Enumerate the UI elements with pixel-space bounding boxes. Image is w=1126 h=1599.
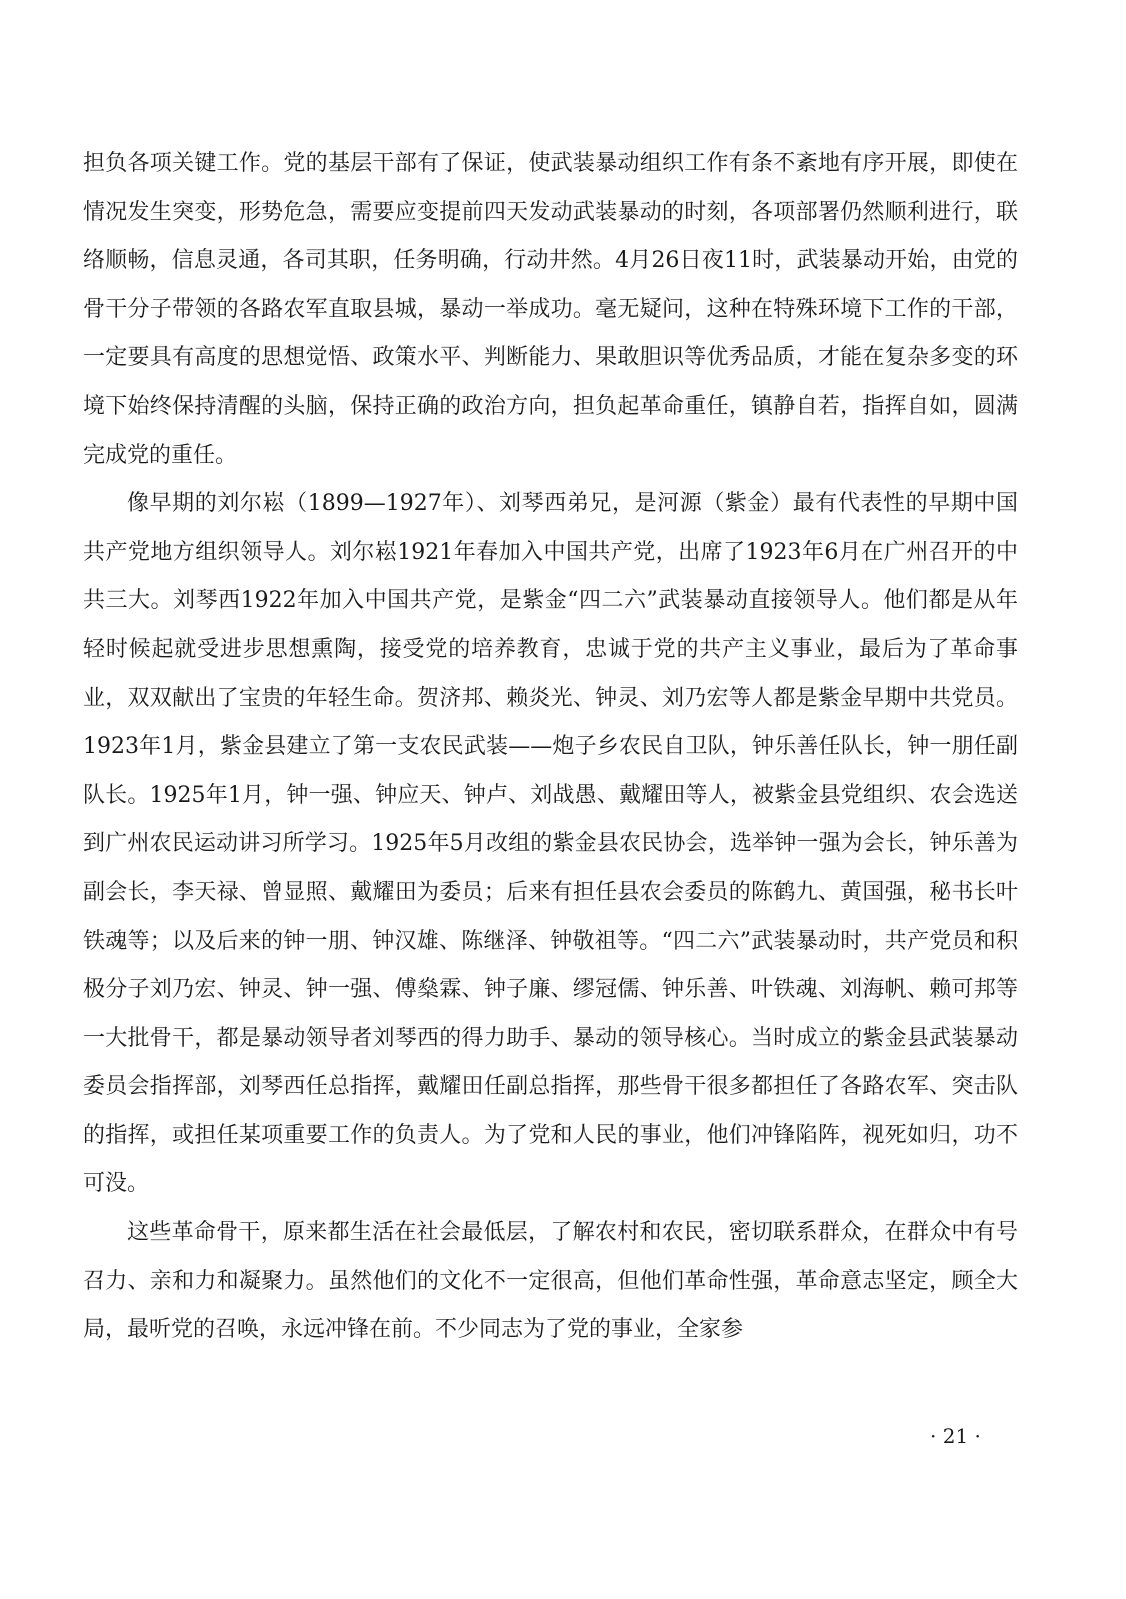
page-number: · 21 ·	[930, 1424, 981, 1448]
page-body	[83, 140, 1018, 1355]
paragraph-2: 像早期的刘尔崧（1899—1927年）、刘琴西弟兄，是河源（紫金）最有代表性的早期中国共产党地方组织领导人。刘尔崧1921年春加入中国共产党，出席了1923年6月在广州召开的中共三大。刘琴西1922年加入中国共产党，是紫金“四二六”武装暴动直接领导人。他们都是从年轻时候起就受进步思想熏陶，接受党的培养教育，忠诚于党的共产主义事业，最后为了革命事业，双双献出了宝贵的年轻生命。贺济邦、赖炎光、钟灵、刘乃宏等人都是紫金早期中共党员。1923年1月，紫金县建立了第一支农民武装——炮子乡农民自卫队，钟乐善任队长，钟一朋任副队长。1925年1月，钟一强、钟应天、钟卢、刘战愚、戴耀田等人，被紫金县党组织、农会选送到广州农民运动讲习所学习。1925年5月改组的紫金县农民协会，选举钟一强为会长，钟乐善为副会长，李天禄、曾显照、戴耀田为委员；后来有担任县农会委员的陈鹤九、黄国强，秘书长叶铁魂等；以及后来的钟一朋、钟汉雄、陈继泽、钟敬祖等。“四二六”武装暴动时，共产党员和积极分子刘乃宏、钟灵、钟一强、傅燊霖、钟子廉、缪冠儒、钟乐善、叶铁魂、刘海帆、赖可邦等一大批骨干，都是暴动领导者刘琴西的得力助手、暴动的领导核心。当时成立的紫金县武装暴动委员会指挥部，刘琴西任总指挥，戴耀田任副总指挥，那些骨干很多都担任了各路农军、突击队的指挥，或担任某项重要工作的负责人。为了党和人民的事业，他们冲锋陷阵，视死如归，功不可没。	[83, 491, 1018, 1197]
paragraph-1: 担负各项关键工作。党的基层干部有了保证，使武装暴动组织工作有条不紊地有序开展，即使在情况发生突变，形势危急，需要应变提前四天发动武装暴动的时刻，各项部署仍然顺利进行，联络顺畅，信息灵通，各司其职，任务明确，行动井然。4月26日夜11时，武装暴动开始，由党的骨干分子带领的各路农军直取县城，暴动一举成功。毫无疑问，这种在特殊环境下工作的干部，一定要具有高度的思想觉悟、政策水平、判断能力、果敢胆识等优秀品质，才能在复杂多变的环境下始终保持清醒的头脑，保持正确的政治方向，担负起革命重任，镇静自若，指挥自如，圆满完成党的重任。	[83, 151, 1018, 468]
paragraph-3: 这些革命骨干，原来都生活在社会最低层，了解农村和农民，密切联系群众，在群众中有号召力、亲和力和凝聚力。虽然他们的文化不一定很高，但他们革命性强，革命意志坚定，顾全大局，最听党的召唤，永远冲锋在前。不少同志为了党的事业，全家参	[83, 1220, 1018, 1343]
